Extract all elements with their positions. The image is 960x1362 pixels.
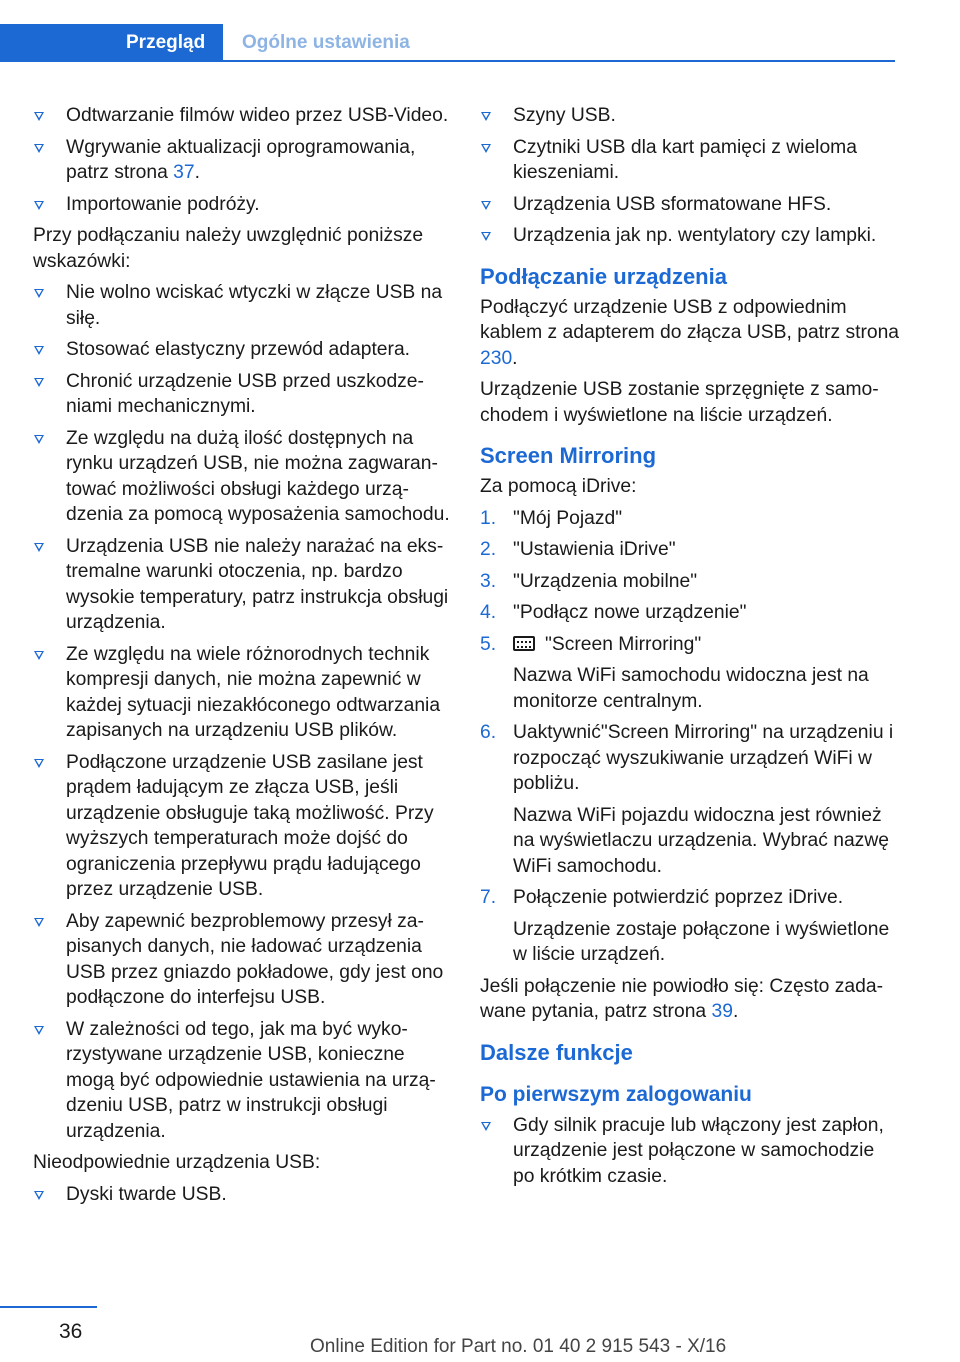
edition-footer: Online Edition for Part no. 01 40 2 915 543 - X/16	[310, 1336, 727, 1357]
bullet-triangle-icon	[34, 651, 44, 660]
list-item-text: Ze względu na dużą ilość dostępnych na rynku urządzeń USB, nie można zagwarantować możliwości obsługi każdego urządzenia za pomocą wyposażenia samochodu.	[66, 427, 450, 525]
step-item	[480, 720, 900, 797]
list-item	[33, 337, 451, 363]
bullet-triangle-icon	[481, 232, 491, 241]
list-item-text: Gdy silnik pracuje lub włączony jest zapłon, urządzenie jest połączone w samochodzie po krótkim czasie.	[513, 1114, 884, 1187]
list-item-text: Urządzenia jak np. wentylatory czy lampki.	[513, 225, 877, 246]
paragraph: Za pomocą iDrive:	[480, 476, 637, 497]
list-item-text: Urządzenia USB sformatowane HFS.	[513, 193, 832, 215]
right-column	[480, 103, 900, 1195]
list-item-text: Chronić urządzenie USB przed uszkodzeniami mechanicznymi.	[66, 370, 424, 417]
step-item	[480, 632, 900, 658]
bullet-triangle-icon	[34, 144, 44, 153]
tab-overview[interactable]: Przegląd	[0, 24, 223, 62]
step-number: 3.	[480, 570, 497, 592]
bullet-triangle-icon	[481, 201, 491, 210]
step-item	[480, 885, 900, 911]
list-item-text: Importowanie podróży.	[66, 193, 260, 215]
list-item-text: Nie wolno wciskać wtyczki w złącze USB na siłę.	[66, 282, 443, 329]
paragraph: Urządzenie USB zostanie sprzęgnięte z samochodem i wyświetlone na liście urządzeń.	[480, 379, 879, 426]
list-item-text: Odtwarzanie filmów wideo przez USB-Video.	[66, 105, 449, 126]
subsection-heading-after-login: Po pierwszym zalogowaniu	[480, 1082, 752, 1106]
list-item	[33, 909, 451, 1011]
step-number: 1.	[480, 507, 497, 529]
bullet-triangle-icon	[481, 112, 491, 121]
bullet-triangle-icon	[34, 1191, 44, 1200]
paragraph-text: Jeśli połączenie nie powiodło się: Często zadawane pytania, patrz strona	[480, 975, 883, 1022]
header-rule	[0, 60, 895, 62]
bullet-triangle-icon	[34, 378, 44, 387]
header-tabs	[0, 24, 895, 62]
bullet-triangle-icon	[34, 346, 44, 355]
tab-general-settings[interactable]: Ogólne ustawienia	[242, 32, 410, 53]
list-item	[33, 1182, 451, 1208]
list-item	[33, 280, 451, 331]
step-text: Połączenie potwierdzić poprzez iDrive.	[513, 887, 844, 908]
step-text: "Mój Pojazd"	[513, 507, 623, 529]
step-number: 2.	[480, 539, 497, 560]
bullet-triangle-icon	[34, 112, 44, 121]
step-text: Uaktywnić"Screen Mirroring" na urządzeniu i rozpocząć wyszukiwanie urządzeń WiFi w pobliżu.	[513, 722, 894, 794]
list-item	[480, 192, 900, 218]
list-item-text: Urządzenia USB nie należy narażać na ekstremalne warunki otoczenia, np. bardzo wysokie temperatury, patrz instrukcja obsługi urządzenia.	[66, 535, 449, 633]
list-item	[33, 369, 451, 420]
list-item-text: W zależności od tego, jak ma być wykorzystywane urządzenie USB, konieczne mogą być odpowiednie ustawienia na urządzeniu USB, patrz w instrukcji obsługi urządzenia.	[66, 1018, 436, 1142]
page-link[interactable]: 39	[711, 1001, 733, 1022]
bullet-triangle-icon	[481, 1122, 491, 1131]
step-text: "Podłącz nowe urządzenie"	[513, 602, 747, 623]
list-item-text: Wgrywanie aktualizacji oprogramowania, patrz strona	[66, 136, 416, 183]
punctuation: .	[512, 347, 518, 369]
step-number: 4.	[480, 602, 497, 623]
list-item	[33, 642, 451, 744]
list-item	[33, 135, 451, 186]
paragraph	[480, 295, 900, 372]
step-number: 6.	[480, 722, 497, 743]
section-heading-connect: Podłączanie urządzenia	[480, 263, 727, 289]
step-note: Urządzenie zostaje połączone i wyświetlone w liście urządzeń.	[513, 918, 890, 965]
step-note: Nazwa WiFi samochodu widoczna jest na monitorze centralnym.	[513, 665, 869, 712]
step-item	[480, 506, 900, 532]
step-item	[480, 537, 900, 563]
list-item	[33, 750, 451, 903]
bullet-triangle-icon	[481, 144, 491, 153]
section-heading-screen-mirroring: Screen Mirroring	[480, 443, 657, 468]
bullet-triangle-icon	[34, 201, 44, 210]
bullet-triangle-icon	[34, 1026, 44, 1035]
paragraph	[480, 974, 900, 1025]
paragraph-text: Podłączyć urządzenie USB z odpowiednim kablem z adapterem do złącza USB, patrz strona	[480, 296, 900, 343]
step-number: 7.	[480, 887, 497, 908]
bullet-triangle-icon	[34, 918, 44, 927]
left-column	[33, 103, 451, 1213]
bullet-triangle-icon	[34, 543, 44, 552]
list-item-text: Czytniki USB dla kart pamięci z wieloma kieszeniami.	[513, 136, 857, 183]
list-item-text: Podłączone urządzenie USB zasilane jest prądem ładującym ze złącza USB, jeśli urządzenie obsługuje taką możliwość. Przy wyższych temperaturach może dojść do ograniczenia przepływu prądu ładującego przez urządzenie USB.	[66, 751, 434, 900]
page-number: 36	[59, 1320, 83, 1343]
bullet-triangle-icon	[34, 289, 44, 298]
step-text: "Urządzenia mobilne"	[513, 570, 698, 592]
punctuation: .	[194, 162, 200, 183]
step-text: "Screen Mirroring"	[545, 633, 702, 655]
step-note: Nazwa WiFi pojazdu widoczna jest również na wyświetlaczu urządzenia. Wybrać nazwę WiFi samochodu.	[513, 804, 889, 877]
list-item	[33, 103, 451, 129]
bullet-triangle-icon	[34, 435, 44, 444]
screen-mirroring-icon	[513, 636, 535, 651]
list-item	[480, 223, 900, 249]
punctuation: .	[732, 1001, 739, 1022]
section-heading-more-functions: Dalsze funkcje	[480, 1039, 633, 1065]
list-item-text: Stosować elastyczny przewód adaptera.	[66, 339, 411, 360]
list-item	[480, 103, 900, 129]
step-item	[480, 600, 900, 626]
list-item	[33, 534, 451, 636]
paragraph: Nieodpowiednie urządzenia USB:	[33, 1152, 321, 1173]
page-number-rule	[0, 1306, 97, 1308]
list-item-text: Szyny USB.	[513, 105, 616, 126]
bullet-triangle-icon	[34, 759, 44, 768]
list-item	[33, 1017, 451, 1145]
step-item	[480, 569, 900, 595]
paragraph: Przy podłączaniu należy uwzględnić poniższe wskazówki:	[33, 225, 424, 272]
page-link[interactable]: 37	[173, 162, 195, 183]
list-item-text: Dyski twarde USB.	[66, 1183, 227, 1205]
list-item	[33, 426, 451, 528]
step-text: "Ustawienia iDrive"	[513, 539, 676, 560]
list-item	[480, 135, 900, 186]
page-link[interactable]: 230	[480, 347, 513, 369]
list-item	[480, 1113, 900, 1190]
list-item-text: Aby zapewnić bezproblemowy przesył zapisanych danych, nie ładować urządzenia USB przez gniazdo pokładowe, gdy jest ono podłączone do interfejsu USB.	[66, 910, 444, 1008]
list-item-text: Ze względu na wiele różnorodnych technik kompresji danych, nie można zapewnić w każdej sytuacji niezakłóconego odtwarzania zapisanych na urządzeniu USB plików.	[66, 643, 441, 741]
list-item	[33, 192, 451, 218]
step-number: 5.	[480, 633, 497, 655]
